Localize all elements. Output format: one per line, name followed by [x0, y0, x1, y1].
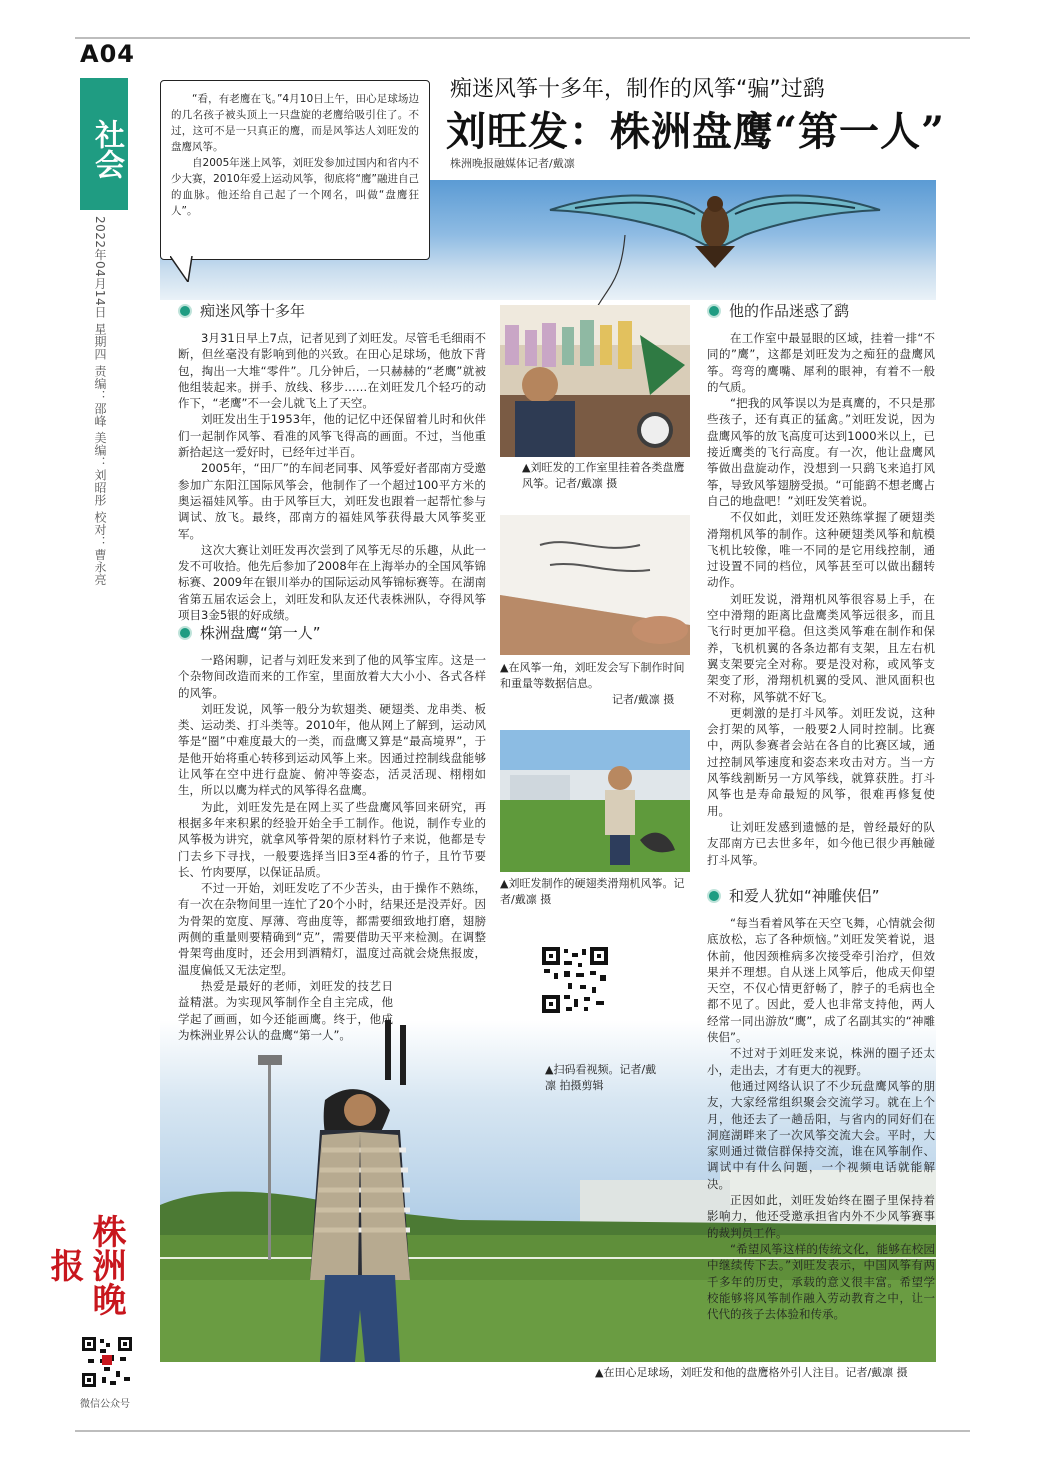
paragraph: 在工作室中最显眼的区域，挂着一排“不同的”鹰”，这都是刘旺发为之痴狂的盘鹰风筝。弯弯的鹰嘴、犀利的眼神，有着不一般的气质。 [707, 331, 935, 394]
intro-paragraph: 自2005年迷上风筝，刘旺发参加过国内和省内不少大赛，2010年爱上运动风筝，彻底将“鹰”融进自己的血脉。他还给自己起了一个网名，叫做“盘鹰狂人”。 [171, 157, 419, 217]
bullet-icon [178, 626, 192, 640]
paragraph: “每当看着风筝在天空飞舞，心情就会彻底放松，忘了各种烦恼。”刘旺发笑着说，退休前，他因颈椎病多次接受牵引治疗，但效果并不理想。自从迷上风筝后，他成天仰望天空，不仅心情更舒畅了，脖子的毛病也全都不见了。因此，爱人也非常支持他，两人经常一同出游放“鹰”，成了名副其实的“神雕侠侣”。 [707, 916, 935, 1045]
bullet-icon [178, 304, 192, 318]
paragraph: 这次大赛让刘旺发再次尝到了风筝无尽的乐趣，从此一发不可收拾。他先后参加了2008年在上海举办的全国风筝锦标赛、2009年在银川举办的国际运动风筝锦标赛等。在湖南省第五届农运会上，刘旺发和队友还代表株洲队，夺得风筝项目3金5银的好成绩。 [178, 542, 486, 623]
paragraph: 不仅如此，刘旺发还熟练掌握了硬翅类滑翔机风筝的制作。这种硬翅类风筝和航模飞机比较像，唯一不同的是它用线控制，通过设置不同的档位，风筝甚至可以做出翻转动作。 [707, 510, 935, 590]
glider-kite-photo [500, 730, 690, 872]
kite-corner-photo [500, 515, 690, 655]
headline-subtitle: 痴迷风筝十多年，制作的风筝“骗”过鹞 [450, 77, 825, 102]
photo-credit: 记者/戴凛 摄 [612, 693, 675, 706]
section3-body [707, 330, 935, 868]
wechat-label: 微信公众号 [80, 1399, 130, 1410]
intro-box [160, 80, 430, 260]
bullet-icon [707, 889, 721, 903]
workshop-photo [500, 305, 690, 457]
section1-body [178, 330, 486, 623]
paragraph: 3月31日早上7点，记者见到了刘旺发。尽管毛毛细雨不断，但丝毫没有影响到他的兴致。在田心足球场，他放下背包，掏出一大堆“零件”。几分钟后，一只赫赫的“老鹰”就被他组装起来。拼手、放线、移步……在刘旺发几个轻巧的动作下，“老鹰”不一会儿就飞上了天空。 [178, 331, 486, 411]
qr-caption: ▲扫码看视频。记者/戴凛 拍摄剪辑 [545, 1063, 657, 1092]
section-heading-text: 株洲盘鹰“第一人” [200, 624, 321, 642]
paragraph: “把我的风筝误以为是真鹰的，不只是那些孩子，还有真正的猛禽。”刘旺发说，因为盘鹰风筝的放飞高度可达到1000米以上，已接近鹰类的飞行高度。有一次，他让盘鹰风筝做出盘旋动作，没想到一只鹞飞来追打风筝，导致风筝翅膀受损。“可能鹞不想老鹰占自己的地盘吧！”刘旺发笑着说。 [707, 396, 935, 508]
section4-body [707, 915, 935, 1322]
bottom-rule [75, 1430, 970, 1432]
paragraph: 让刘旺发感到遗憾的是，曾经最好的队友邵南方已去世多年，如今他已很少再触碰打斗风筝。 [707, 819, 935, 867]
speech-tail-icon [170, 256, 210, 282]
byline: 株洲晚报融媒体记者/戴凛 [450, 157, 575, 170]
intro-paragraph: “看，有老鹰在飞。”4月10日上午，田心足球场边的几名孩子被头顶上一只盘旋的老鹰给吸引住了。不过，这可不是一只真正的鹰，而是风筝达人刘旺发的盘鹰风筝。 [171, 93, 419, 153]
newspaper-logo: 株洲晚报 [44, 1214, 126, 1316]
photo-caption: ▲刘旺发制作的硬翅类滑翔机风筝。记者/戴凛 摄 [500, 877, 685, 906]
page-number: A04 [80, 40, 135, 68]
wechat-qr-icon [80, 1335, 134, 1389]
paragraph: 热爱是最好的老师，刘旺发的技艺日益精湛。为实现风筝制作全自主完成，他学起了画画，如今还能画鹰。终于，他成为株洲业界公认的盘鹰“第一人”。 [178, 978, 393, 1042]
top-rule [75, 37, 970, 39]
paragraph: “希望风筝这样的传统文化，能够在校园中继续传下去。”刘旺发表示，中国风筝有两千多年的历史，承载的意义很丰富。希望学校能够将风筝制作融入劳动教育之中，让一代代的孩子去体验和传承。 [707, 1241, 935, 1322]
paragraph: 为此，刘旺发先是在网上买了些盘鹰风筝回来研究，再根据多年来积累的经验开始全手工制作。他说，制作专业的风筝极为讲究，就拿风筝骨架的原材料竹子来说，他都是专门去乡下寻找，一般要选择当旧3至4番的竹子，且竹节要长、竹肉要厚，以保证品质。 [178, 799, 486, 879]
paragraph: 不过对于刘旺发来说，株洲的圈子还太小，走出去，才有更大的视野。 [707, 1046, 935, 1077]
section-heading-text: 和爱人犹如“神雕侠侣” [729, 887, 880, 905]
section-heading [707, 300, 849, 321]
section-label: 社会 [80, 78, 128, 210]
photo-caption: ▲在风筝一角，刘旺发会写下制作时间和重量等数据信息。 [500, 661, 685, 690]
bullet-icon [707, 304, 721, 318]
paragraph: 刘旺发出生于1953年，他的记忆中还保留着儿时和伙伴们一起制作风筝、看准的风筝飞得高的画面。不过，当他重新拾起这一爱好时，已经年过半百。 [178, 412, 486, 460]
section-heading [178, 622, 321, 643]
section-heading-text: 痴迷风筝十多年 [200, 302, 306, 320]
photo-caption: ▲刘旺发的工作室里挂着各类盘鹰风筝。记者/戴凛 摄 [522, 461, 685, 490]
issue-meta: 2022年04月14日 星期四 责编：邵峰 美编：刘昭彤 校对：曹永亮 [93, 216, 107, 586]
section-heading-text: 他的作品迷惑了鹞 [729, 302, 850, 320]
paragraph: 刘旺发说，风筝一般分为软翅类、硬翅类、龙串类、板类、运动类、打斗类等。2010年，他从网上了解到，运动风筝是“圈”中难度最大的一类，而盘鹰又算是“最高境界”，于是他开始将重心转移到运动风筝上来。因通过控制线盘能够让风筝在空中进行盘旋、俯冲等姿态，活灵活现、栩栩如生，所以以鹰为样式的风筝得名盘鹰。 [178, 701, 486, 798]
paragraph: 不过一开始，刘旺发吃了不少苦头，由于操作不熟练，有一次在杂物间里一连忙了20个小时，结果还是没弄好。因为骨架的宽度、厚薄、弯曲度等，都需要细致地打磨，翅膀两侧的重量则要精确到“克”，需要借助天平来检测。在调整骨架弯曲度时，还会用到酒精灯，温度过高就会烧焦报废，温度偏低又无法定型。 [178, 881, 486, 977]
paragraph: 刘旺发说，滑翔机风筝很容易上手，在空中滑翔的距离比盘鹰类风筝远很多，而且飞行时更加平稳。但这类风筝难在制作和保养，飞机机翼的各条边都有支架，且左右机翼支架要完全对称。要是没对称，或风筝支架变了形，滑翔机机翼的受风、泄风面积也不对称，风筝就不好飞。 [707, 591, 935, 704]
bottom-photo-caption: ▲在田心足球场，刘旺发和他的盘鹰格外引人注目。记者/戴凛 摄 [595, 1366, 908, 1379]
paragraph: 2005年，“田厂”的车间老同事、风筝爱好者邵南方受邀参加广东阳江国际风筝会，他制作了一个超过100平方米的奥运福娃风筝。由于风筝巨大，刘旺发也跟着一起帮忙参与调试、放飞。最终，邵南方的福娃风筝获得最大风筝奖亚军。 [178, 461, 486, 541]
section-heading [178, 300, 305, 321]
section2-body [178, 652, 486, 1043]
headline-title: 刘旺发：株洲盘鹰“第一人” [446, 108, 946, 155]
paragraph: 他通过网络认识了不少玩盘鹰风筝的朋友，大家经常组织聚会交流学习。就在上个月，他还去了一趟岳阳，与省内的同好们在洞庭湖畔来了一次风筝交流大会。平时，大家则通过微信群保持交流，谁在风筝制作、调试中有什么问题，一个视频电话就能解决。 [707, 1078, 935, 1191]
paragraph: 正因如此，刘旺发始终在圈子里保持着影响力，他还受邀承担省内外不少风筝赛事的裁判员工作。 [707, 1193, 935, 1240]
paragraph: 更刺激的是打斗风筝。刘旺发说，这种会打架的风筝，一般要2人同时控制。比赛中，两队参赛者会站在各自的比赛区域，通过控制风筝速度和姿态来攻击对方。当一方风筝线割断另一方风筝线，就算获胜。打斗风筝也是寿命最短的风筝，很难再修复使用。 [707, 705, 935, 818]
video-qr-icon[interactable] [540, 945, 610, 1015]
section-heading [707, 885, 880, 906]
paragraph: 一路闲聊，记者与刘旺发来到了他的风筝宝库。这是一个杂物间改造而来的工作室，里面放着大大小小、各式各样的风筝。 [178, 653, 486, 700]
